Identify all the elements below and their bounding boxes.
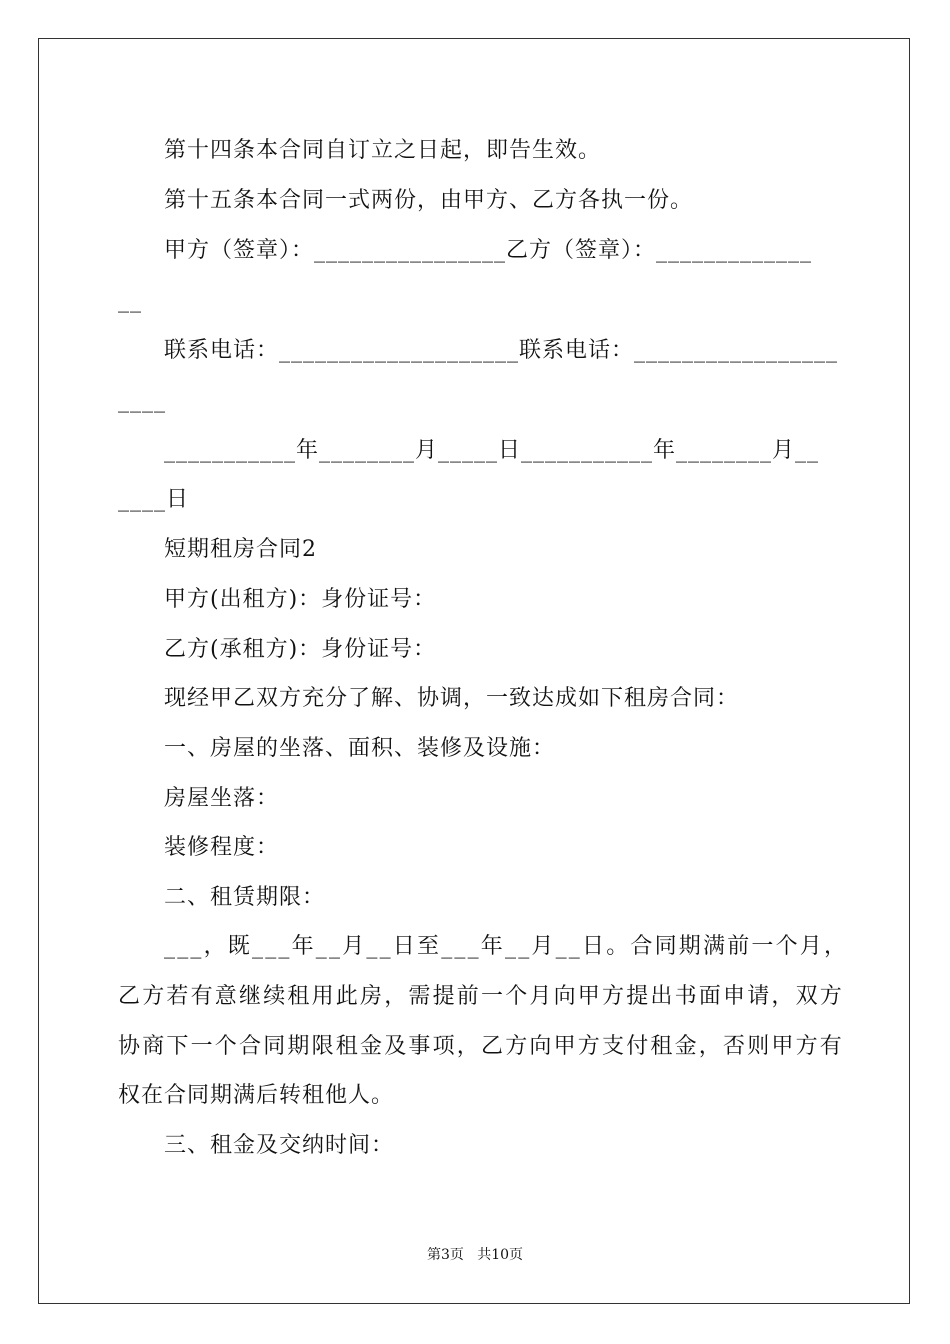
signature-line: 甲方（签章）：________________乙方（签章）：_____________ [164,238,813,263]
agreement-intro: 现经甲乙双方充分了解、协调，一致达成如下租房合同： [164,686,740,711]
contract-title: 短期租房合同2 [164,537,317,562]
date-line: ___________年________月_____日___________年________月__ [164,438,820,463]
lease-term-line-1: ___，既___年__月__日至___年__月__日。合同期满前一个月， [164,934,849,959]
page-number: 第3页 共10页 [426,1247,524,1263]
lease-term-line-3: 协商下一个合同期限租金及事项，乙方向甲方支付租金，否则甲方有 [118,1034,845,1059]
page-border [38,38,910,1304]
decoration-line: 装修程度： [164,835,280,860]
party-a-line: 甲方(出租方)：身份证号： [164,587,437,612]
phone-line-wrap: ____ [118,388,166,413]
section-2-heading: 二、租赁期限： [164,885,326,910]
article-14: 第十四条本合同自订立之日起，即告生效。 [164,138,602,163]
party-b-line: 乙方(承租方)：身份证号： [164,637,437,662]
article-15: 第十五条本合同一式两份，由甲方、乙方各执一份。 [164,188,694,213]
section-1-heading: 一、房屋的坐落、面积、装修及设施： [164,736,556,761]
lease-term-line-2: 乙方若有意继续租用此房，需提前一个月向甲方提出书面申请，双方 [118,984,845,1009]
section-3-heading: 三、租金及交纳时间： [164,1133,395,1158]
lease-term-line-4: 权在合同期满后转租他人。 [118,1083,395,1108]
signature-line-wrap: __ [118,288,142,313]
date-line-wrap: ____日 [118,487,190,512]
house-location-line: 房屋坐落： [164,786,280,811]
phone-line: 联系电话：____________________联系电话：_________________ [164,338,839,363]
